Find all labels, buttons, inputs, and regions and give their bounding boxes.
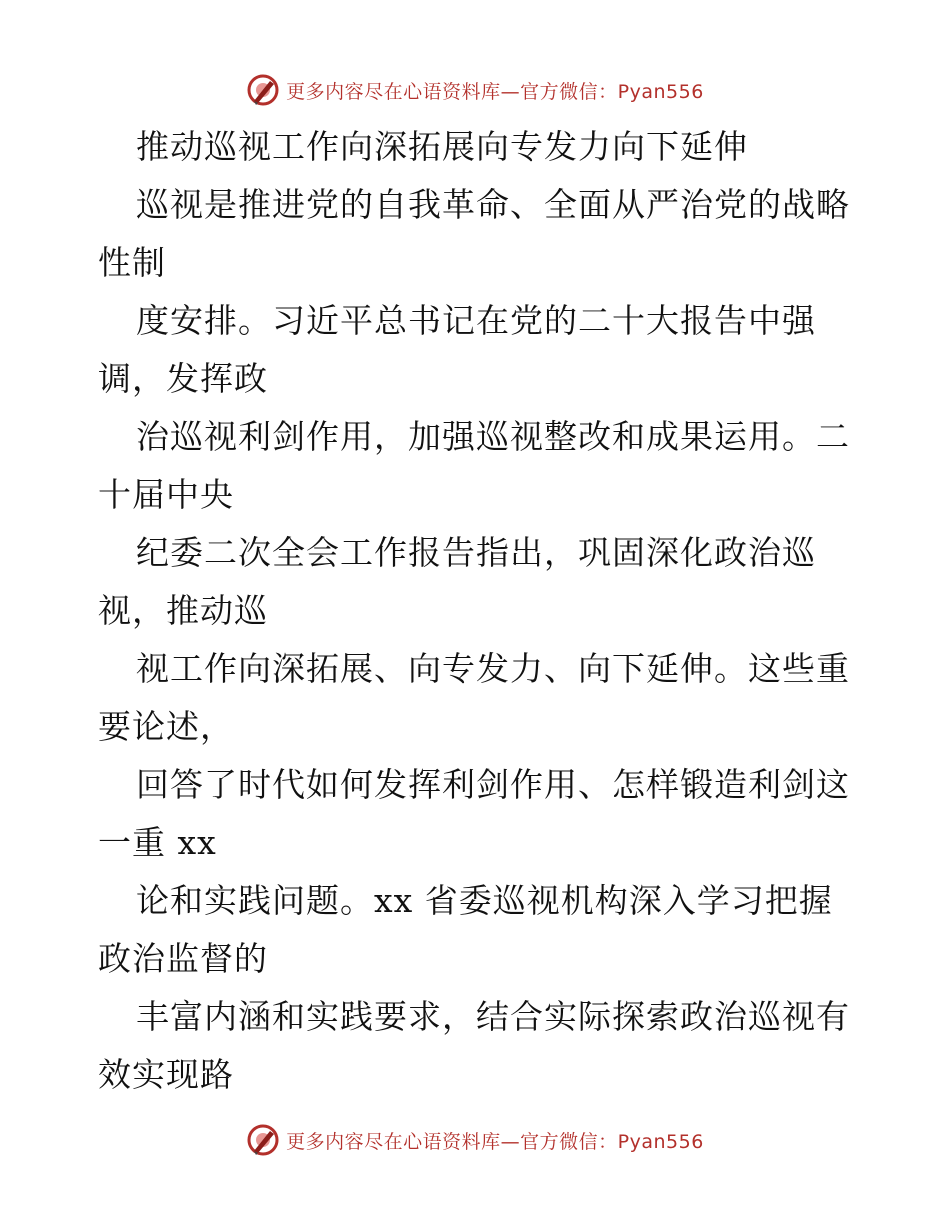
paragraph-line: 性制 xyxy=(98,243,166,282)
paragraph-line: 一重 xx xyxy=(98,823,217,862)
paragraph-line: 丰富内涵和实践要求，结合实际探索政治巡视有 xyxy=(136,997,850,1036)
header-watermark-banner xyxy=(0,70,950,110)
paragraph-line: 治巡视利剑作用，加强巡视整改和成果运用。二 xyxy=(136,417,850,456)
document-body xyxy=(98,118,858,1104)
paragraph-line: 论和实践问题。xx 省委巡视机构深入学习把握 xyxy=(136,881,833,920)
pen-logo-icon xyxy=(246,73,280,107)
paragraph-line: 要论述， xyxy=(98,707,234,746)
paragraph-line: 视工作向深拓展、向专发力、向下延伸。这些重 xyxy=(136,649,850,688)
paragraph-line: 效实现路 xyxy=(98,1055,234,1094)
paragraph-line: 巡视是推进党的自我革命、全面从严治党的战略 xyxy=(136,185,850,224)
footer-banner-text: 更多内容尽在心语资料库—官方微信：Pyan556 xyxy=(286,1130,704,1153)
paragraph-line: 视，推动巡 xyxy=(98,591,268,630)
header-banner-text: 更多内容尽在心语资料库—官方微信：Pyan556 xyxy=(286,80,704,103)
paragraph-line: 调，发挥政 xyxy=(98,359,268,398)
paragraph-line: 回答了时代如何发挥利剑作用、怎样锻造利剑这 xyxy=(136,765,850,804)
paragraph-line: 纪委二次全会工作报告指出，巩固深化政治巡 xyxy=(136,533,816,572)
paragraph-line: 政治监督的 xyxy=(98,939,268,978)
footer-watermark-banner xyxy=(0,1120,950,1160)
pen-logo-icon xyxy=(246,1123,280,1157)
paragraph-line: 度安排。习近平总书记在党的二十大报告中强 xyxy=(136,301,816,340)
document-title: 推动巡视工作向深拓展向专发力向下延伸 xyxy=(136,127,748,166)
paragraph-line: 十届中央 xyxy=(98,475,234,514)
